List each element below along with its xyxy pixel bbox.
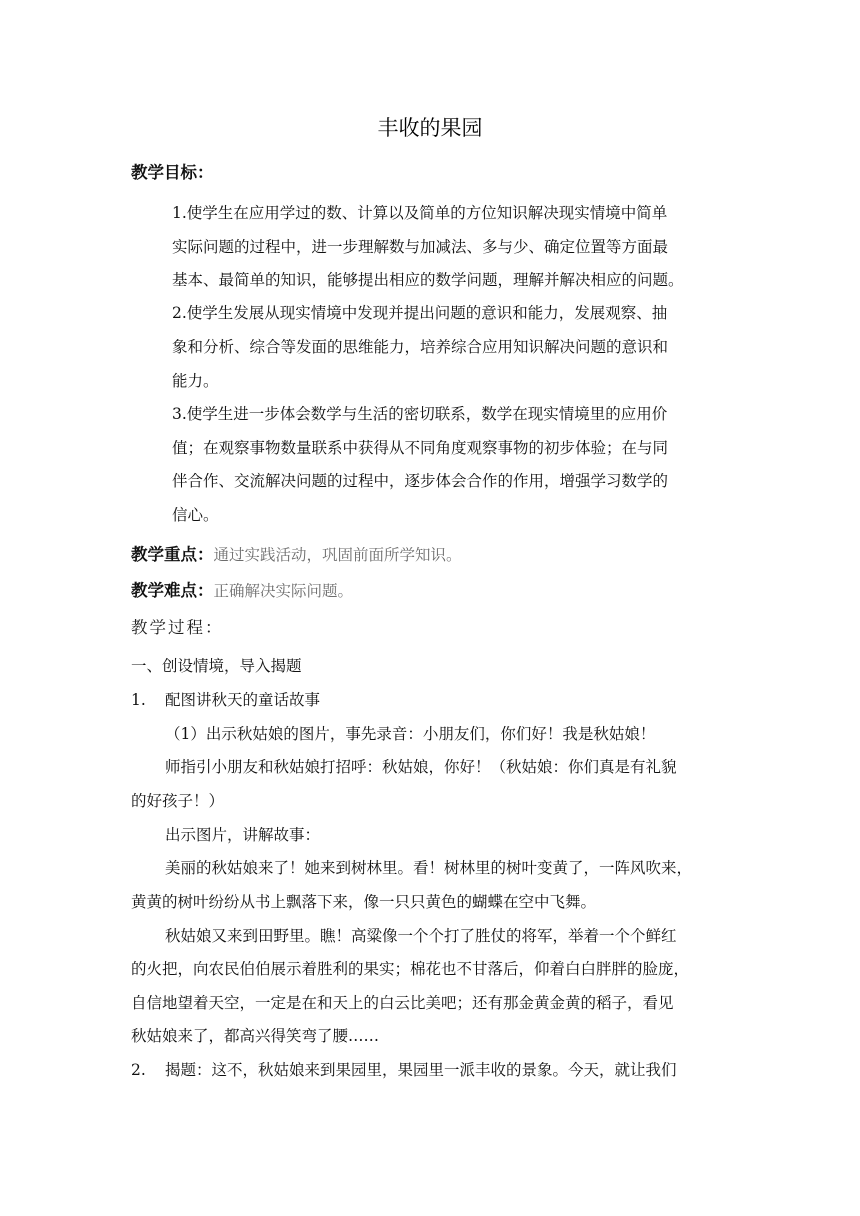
objective-line: 信心。 — [172, 506, 219, 524]
objective-line: 值；在观察事物数量联系中获得从不同角度观察事物的初步体验；在与同 — [172, 439, 669, 457]
objective-line: 能力。 — [172, 372, 219, 390]
difficulty-label: 教学难点： — [131, 581, 214, 600]
body-line: 自信地望着天空，一定是在和天上的白云比美吧；还有那金黄金黄的稻子，看见 — [131, 994, 674, 1012]
objective-line: 1.使学生在应用学过的数、计算以及简单的方位知识解决现实情境中简单 — [172, 204, 668, 222]
objective-line: 伴合作、交流解决问题的过程中，逐步体会合作的作用，增强学习数学的 — [172, 472, 669, 490]
body-line: 黄黄的树叶纷纷从书上飘落下来，像一只只黄色的蝴蝶在空中飞舞。 — [131, 893, 597, 911]
key-point-label: 教学重点： — [131, 545, 214, 564]
difficulty — [131, 581, 353, 601]
section-heading: 一、创设情境，导入揭题 — [131, 657, 302, 675]
body-line: （1）出示秋姑娘的图片，事先录音：小朋友们，你们好！我是秋姑娘！ — [165, 725, 656, 743]
body-line: 的火把，向农民伯伯展示着胜利的果实；棉花也不甘落后，仰着白白胖胖的脸庞， — [131, 960, 690, 978]
objective-line: 基本、最简单的知识，能够提出相应的数学问题，理解并解决相应的问题。 — [172, 271, 684, 289]
body-line: 师指引小朋友和秋姑娘打招呼：秋姑娘，你好！（秋姑娘：你们真是有礼貌 — [165, 758, 677, 776]
objective-line: 象和分析、综合等发面的思维能力，培养综合应用知识解决问题的意识和 — [172, 338, 669, 356]
key-point — [131, 545, 462, 565]
process-heading: 教学过程： — [131, 618, 224, 637]
difficulty-text: 正确解决实际问题。 — [213, 582, 354, 600]
list-item-number: 1. — [131, 691, 146, 709]
body-line: 的好孩子！） — [131, 792, 225, 810]
objectives-heading: 教学目标： — [131, 163, 214, 182]
list-item-text: 揭题：这不，秋姑娘来到果园里，果园里一派丰收的景象。今天，就让我们 — [165, 1061, 677, 1079]
objective-line: 2.使学生发展从现实情境中发现并提出问题的意识和能力，发展观察、抽 — [172, 304, 668, 322]
body-line: 秋姑娘来了，都高兴得笑弯了腰…… — [131, 1027, 380, 1045]
objective-line: 3.使学生进一步体会数学与生活的密切联系，数学在现实情境里的应用价 — [172, 405, 668, 423]
body-line: 美丽的秋姑娘来了！她来到树林里。看！树林里的树叶变黄了，一阵风吹来， — [165, 859, 693, 877]
page-title: 丰收的果园 — [377, 116, 483, 140]
list-item-number: 2. — [131, 1061, 146, 1079]
body-line: 秋姑娘又来到田野里。瞧！高粱像一个个打了胜仗的将军，举着一个个鲜红 — [165, 927, 677, 945]
body-line: 出示图片，讲解故事： — [165, 826, 321, 844]
key-point-text: 通过实践活动，巩固前面所学知识。 — [213, 546, 462, 564]
list-item-text: 配图讲秋天的童话故事 — [165, 691, 321, 709]
objective-line: 实际问题的过程中，进一步理解数与加减法、多与少、确定位置等方面最 — [172, 238, 669, 256]
